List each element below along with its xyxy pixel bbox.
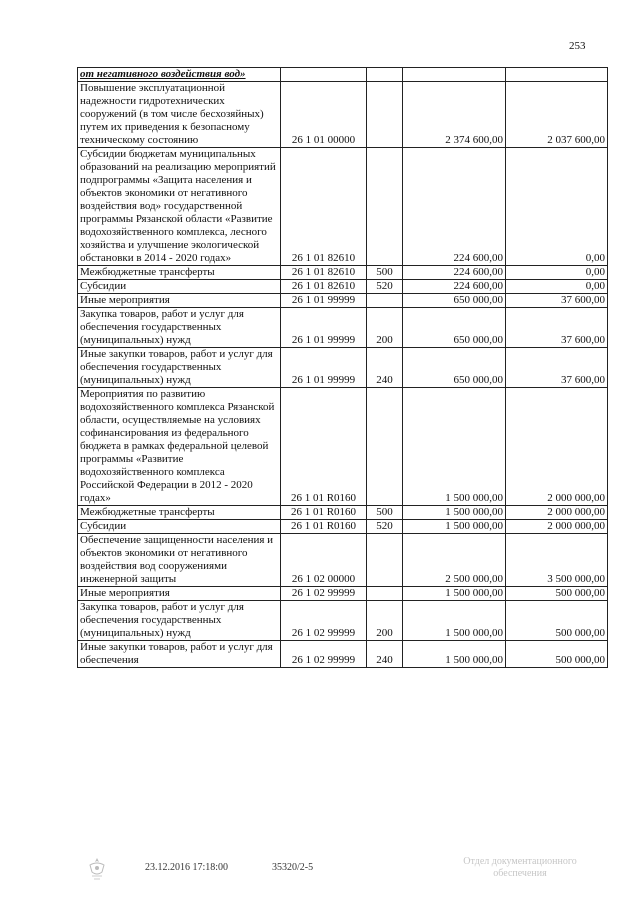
table-row (78, 308, 608, 348)
table-row (78, 266, 608, 280)
row-sum-2018: 0,00 (506, 148, 608, 266)
row-code: 26 1 01 82610 (281, 280, 367, 294)
row-sum-2017 (403, 68, 506, 82)
row-code: 26 1 01 99999 (281, 308, 367, 348)
table-row (78, 148, 608, 266)
table-row (78, 82, 608, 148)
row-expense-type: 200 (367, 601, 403, 641)
row-name: от негативного воздействия вод» (78, 68, 281, 82)
row-sum-2017: 224 600,00 (403, 280, 506, 294)
row-sum-2018 (506, 68, 608, 82)
row-expense-type: 200 (367, 308, 403, 348)
row-name: Мероприятия по развитию водохозяйственного комплекса Рязанской области, осуществляемые на условиях софинансирования из федерального бюджета в рамках федеральной целевой программы «Развитие водохозяйственного комплекса Российской Федерации в 2012 - 2020 годах» (78, 388, 281, 506)
row-sum-2018: 37 600,00 (506, 348, 608, 388)
row-sum-2017: 1 500 000,00 (403, 388, 506, 506)
row-code (281, 68, 367, 82)
row-sum-2018: 500 000,00 (506, 641, 608, 668)
row-code: 26 1 01 R0160 (281, 520, 367, 534)
row-code: 26 1 02 99999 (281, 601, 367, 641)
row-sum-2018: 37 600,00 (506, 308, 608, 348)
row-name: Субсидии бюджетам муниципальных образований на реализацию мероприятий подпрограммы «Защита населения и объектов экономики от негативного воздействия вод» государственной программы Рязанской области «Развитие водохозяйственного комплекса, лесного хозяйства и улучшение экологической обстановки в 2014 - 2020 годах» (78, 148, 281, 266)
row-sum-2018: 2 000 000,00 (506, 506, 608, 520)
row-name: Иные мероприятия (78, 587, 281, 601)
row-expense-type (367, 294, 403, 308)
row-sum-2018: 2 000 000,00 (506, 520, 608, 534)
row-name: Закупка товаров, работ и услуг для обеспечения государственных (муниципальных) нужд (78, 308, 281, 348)
row-name: Повышение эксплуатационной надежности гидротехнических сооружений (в том числе бесхозяйных) путем их приведения к безопасному техническому состоянию (78, 82, 281, 148)
table-row (78, 280, 608, 294)
row-sum-2018: 37 600,00 (506, 294, 608, 308)
row-sum-2017: 650 000,00 (403, 294, 506, 308)
row-expense-type: 520 (367, 520, 403, 534)
row-sum-2018: 500 000,00 (506, 587, 608, 601)
row-sum-2017: 650 000,00 (403, 348, 506, 388)
table-row (78, 587, 608, 601)
row-expense-type: 500 (367, 266, 403, 280)
footer-doc-id: 35320/2-5 (272, 862, 314, 873)
row-expense-type (367, 148, 403, 266)
row-sum-2017: 224 600,00 (403, 148, 506, 266)
row-code: 26 1 01 82610 (281, 148, 367, 266)
row-name: Иные мероприятия (78, 294, 281, 308)
budget-table (77, 67, 608, 668)
row-sum-2017: 2 500 000,00 (403, 534, 506, 587)
row-expense-type (367, 587, 403, 601)
table-row (78, 348, 608, 388)
row-code: 26 1 02 99999 (281, 587, 367, 601)
row-sum-2018: 3 500 000,00 (506, 534, 608, 587)
row-sum-2017: 650 000,00 (403, 308, 506, 348)
row-code: 26 1 01 82610 (281, 266, 367, 280)
table-row (78, 68, 608, 82)
row-expense-type (367, 82, 403, 148)
row-expense-type (367, 68, 403, 82)
row-code: 26 1 02 99999 (281, 641, 367, 668)
table-row (78, 641, 608, 668)
emblem-icon (86, 856, 108, 882)
row-code: 26 1 01 R0160 (281, 506, 367, 520)
row-sum-2017: 1 500 000,00 (403, 587, 506, 601)
row-sum-2018: 2 037 600,00 (506, 82, 608, 148)
row-expense-type: 240 (367, 641, 403, 668)
row-sum-2018: 0,00 (506, 280, 608, 294)
stamp-text: Отдел документационного обеспечения (463, 856, 577, 879)
row-expense-type: 520 (367, 280, 403, 294)
table-row (78, 388, 608, 506)
row-name: Иные закупки товаров, работ и услуг для обеспечения (78, 641, 281, 668)
row-sum-2017: 1 500 000,00 (403, 506, 506, 520)
row-sum-2017: 224 600,00 (403, 266, 506, 280)
row-code: 26 1 01 99999 (281, 348, 367, 388)
row-sum-2018: 2 000 000,00 (506, 388, 608, 506)
row-expense-type: 240 (367, 348, 403, 388)
page-number: 253 (569, 40, 586, 52)
row-name: Межбюджетные трансферты (78, 266, 281, 280)
row-sum-2017: 1 500 000,00 (403, 641, 506, 668)
row-sum-2018: 500 000,00 (506, 601, 608, 641)
row-name: Межбюджетные трансферты (78, 506, 281, 520)
table-row (78, 520, 608, 534)
footer-date: 23.12.2016 17:18:00 (145, 862, 229, 873)
row-name: Иные закупки товаров, работ и услуг для обеспечения государственных (муниципальных) нужд (78, 348, 281, 388)
row-expense-type (367, 388, 403, 506)
row-sum-2017: 1 500 000,00 (403, 520, 506, 534)
row-name: Обеспечение защищенности населения и объектов экономики от негативного воздействия вод сооружениями инженерной защиты (78, 534, 281, 587)
table-row (78, 294, 608, 308)
row-sum-2018: 0,00 (506, 266, 608, 280)
table-row (78, 601, 608, 641)
row-code: 26 1 02 00000 (281, 534, 367, 587)
row-expense-type: 500 (367, 506, 403, 520)
row-name: Субсидии (78, 280, 281, 294)
row-code: 26 1 01 99999 (281, 294, 367, 308)
row-sum-2017: 2 374 600,00 (403, 82, 506, 148)
row-name: Субсидии (78, 520, 281, 534)
row-sum-2017: 1 500 000,00 (403, 601, 506, 641)
row-name: Закупка товаров, работ и услуг для обеспечения государственных (муниципальных) нужд (78, 601, 281, 641)
row-code: 26 1 01 00000 (281, 82, 367, 148)
table-row (78, 506, 608, 520)
row-expense-type (367, 534, 403, 587)
row-code: 26 1 01 R0160 (281, 388, 367, 506)
table-row (78, 534, 608, 587)
